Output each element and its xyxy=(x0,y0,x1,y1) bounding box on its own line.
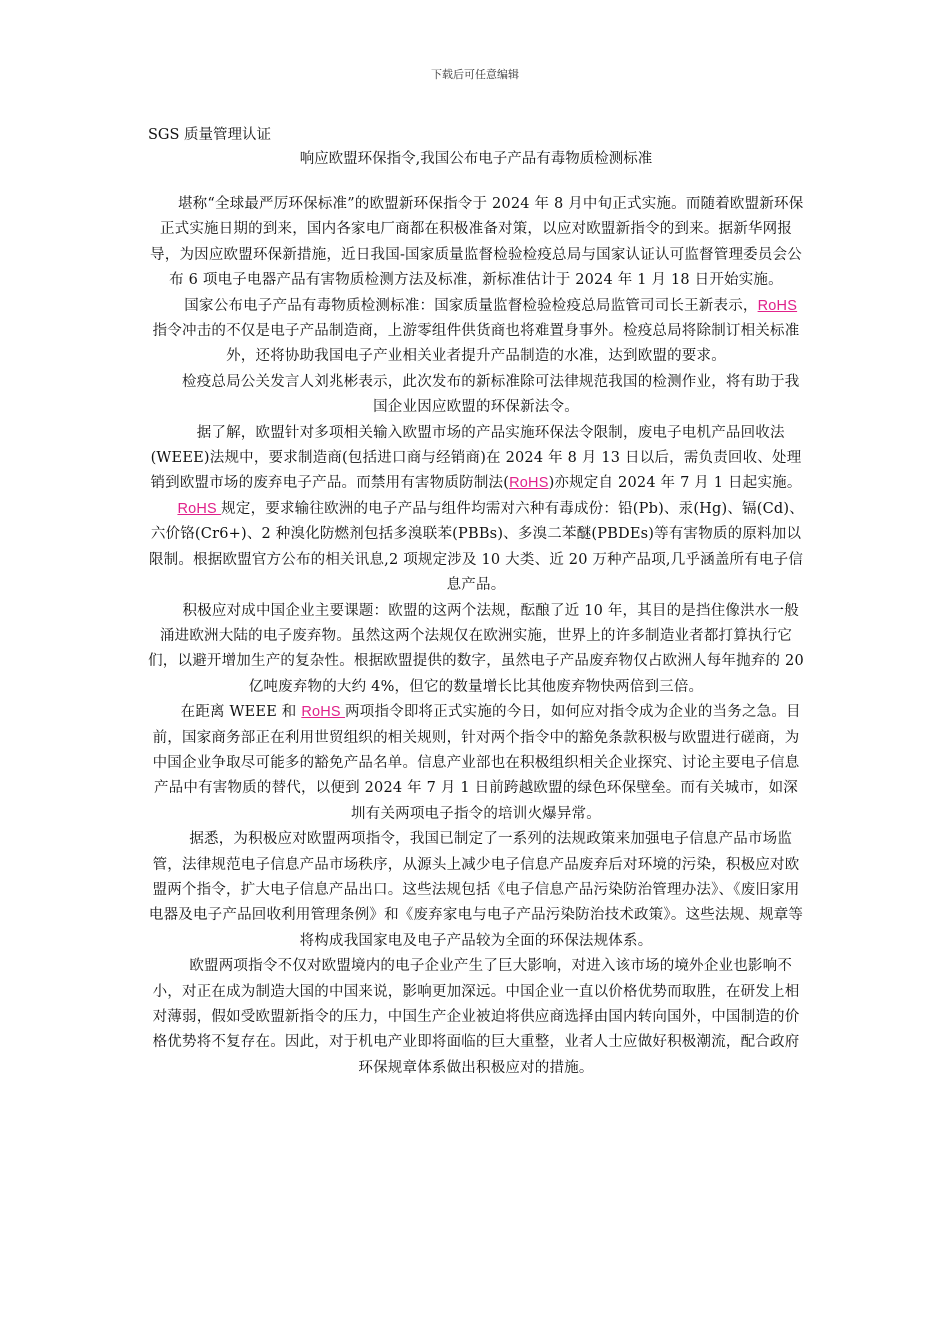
paragraph xyxy=(148,370,804,421)
rohs-link[interactable]: RoHS xyxy=(509,475,549,492)
paragraph-list xyxy=(148,192,804,1081)
paragraph xyxy=(148,192,804,294)
paragraph xyxy=(148,700,804,827)
paragraph-text: 两项指令即将正式实施的今日，如何应对指令成为企业的当务之急。目前，国家商务部正在利用世贸组织的相关规则，针对两个指令中的豁免条款积极与欧盟进行磋商，为中国企业争取尽可能多的豁免产品名单。信息产业部也在积极组织相关企业探究、讨论主要电子信息产品中有害物质的替代，以便到 2024 年 7 月 1 日前跨越欧盟的绿色环保壁垒。而有关城市，如深圳有关两项电子指令的培训火爆异常。 xyxy=(152,704,801,822)
rohs-link[interactable]: RoHS xyxy=(177,500,222,517)
paragraph-text: 积极应对成中国企业主要课题：欧盟的这两个法规，酝酿了近 10 年，其目的是挡住像洪水一般涌进欧洲大陆的电子废弃物。虽然这两个法规仅在欧洲实施，世界上的许多制造业者都打算执行它们，以避开增加生产的复杂性。根据欧盟提供的数字，虽然电子产品废弃物仅占欧洲人每年抛弃的 20 亿吨废弃物的大约 4%，但它的数量增长比其他废弃物快两倍到三倍。 xyxy=(148,602,804,695)
organization-label: SGS 质量管理认证 xyxy=(148,127,272,143)
rohs-link[interactable]: RoHS xyxy=(757,297,798,314)
paragraph-text: 据了解，欧盟针对多项相关输入欧盟市场的产品实施环保法令限制，废电子电机产品回收法(WEEE)法规中，要求制造商(包括进口商与经销商)在 2024 年 8 月 13 日以后，需负责回收、处理销到欧盟市场的废弃电子产品。而禁用有害物质防制法( xyxy=(150,424,802,492)
paragraph-text: 检疫总局公关发言人刘兆彬表示，此次发布的新标准除可法律规范我国的检测作业，将有助于我国企业因应欧盟的环保新法令。 xyxy=(152,373,800,416)
paragraph-text: 据悉，为积极应对欧盟两项指令，我国已制定了一系列的法规政策来加强电子信息产品市场监管，法律规范电子信息产品市场秩序，从源头上减少电子信息产品废弃后对环境的污染，积极应对欧盟两个指令，扩大电子信息产品出口。这些法规包括《电子信息产品污染防治管理办法》、《废旧家用电器及电子产品回收利用管理条例》和《废弃家电与电子产品污染防治技术政策》。这些法规、规章等将构成我国家电及电子产品较为全面的环保法规体系。 xyxy=(148,831,804,949)
paragraph-text: 在距离 WEEE 和 xyxy=(151,704,302,721)
paragraph xyxy=(148,954,804,1081)
paragraph-text: 欧盟两项指令不仅对欧盟境内的电子企业产生了巨大影响，对进入该市场的境外企业也影响不小，对正在成为制造大国的中国来说，影响更加深远。中国企业一直以价格优势而取胜，在研发上相对薄弱，假如受欧盟新指令的压力，中国生产企业被迫将供应商选择由国内转向国外，中国制造的价格优势将不复存在。因此，对于机电产业即将面临的巨大重整，业者人士应做好积极潮流，配合政府环保规章体系做出积极应对的措施。 xyxy=(152,958,800,1076)
paragraph xyxy=(148,599,804,701)
paragraph-text xyxy=(148,501,177,517)
paragraph xyxy=(148,294,804,370)
page-header-note: 下载后可任意编辑 xyxy=(431,68,519,81)
paragraph-text: 堪称“全球最严厉环保标准”的欧盟新环保指令于 2024 年 8 月中旬正式实施。而随着欧盟新环保正式实施日期的到来，国内各家电厂商都在积极准备对策，以应对欧盟新指令的到来。据新华网报导，为因应欧盟环保新措施，近日我国-国家质量监督检验检疫总局与国家认证认可监督管理委员会公布 6 项电子电器产品有害物质检测方法及标准，新标准估计于 2024 年 1 月 18 日开始实施。 xyxy=(148,196,804,289)
document-title: 响应欧盟环保指令,我国公布电子产品有毒物质检测标准 xyxy=(299,151,653,167)
paragraph xyxy=(148,421,804,497)
paragraph-text: 国家公布电子产品有毒物质检测标准：国家质量监督检验检疫总局监管司司长王新表示， xyxy=(154,297,758,314)
document-body xyxy=(148,124,804,1081)
paragraph xyxy=(148,827,804,954)
rohs-link[interactable]: RoHS xyxy=(301,704,346,721)
paragraph-text: 规定，要求输往欧洲的电子产品与组件均需对六种有毒成份：铅(Pb)、汞(Hg)、镉(Cd)、六价铬(Cr6+)、2 种溴化防燃剂包括多溴联苯(PBBs)、多溴二苯醚(PBDEs)等有害物质的原料加以限制。根据欧盟官方公布的相关讯息,2 项规定涉及 10 大类、近 20 万种产品项,几乎涵盖所有电子信息产品。 xyxy=(148,500,804,594)
paragraph xyxy=(148,497,804,599)
paragraph-text: )亦规定自 2024 年 7 月 1 日起实施。 xyxy=(548,475,802,492)
paragraph-text: 指令冲击的不仅是电子产品制造商，上游零组件供货商也将难置身事外。检疫总局将除制订相关标准外，还将协助我国电子产业相关业者提升产品制造的水准，达到欧盟的要求。 xyxy=(152,323,800,365)
